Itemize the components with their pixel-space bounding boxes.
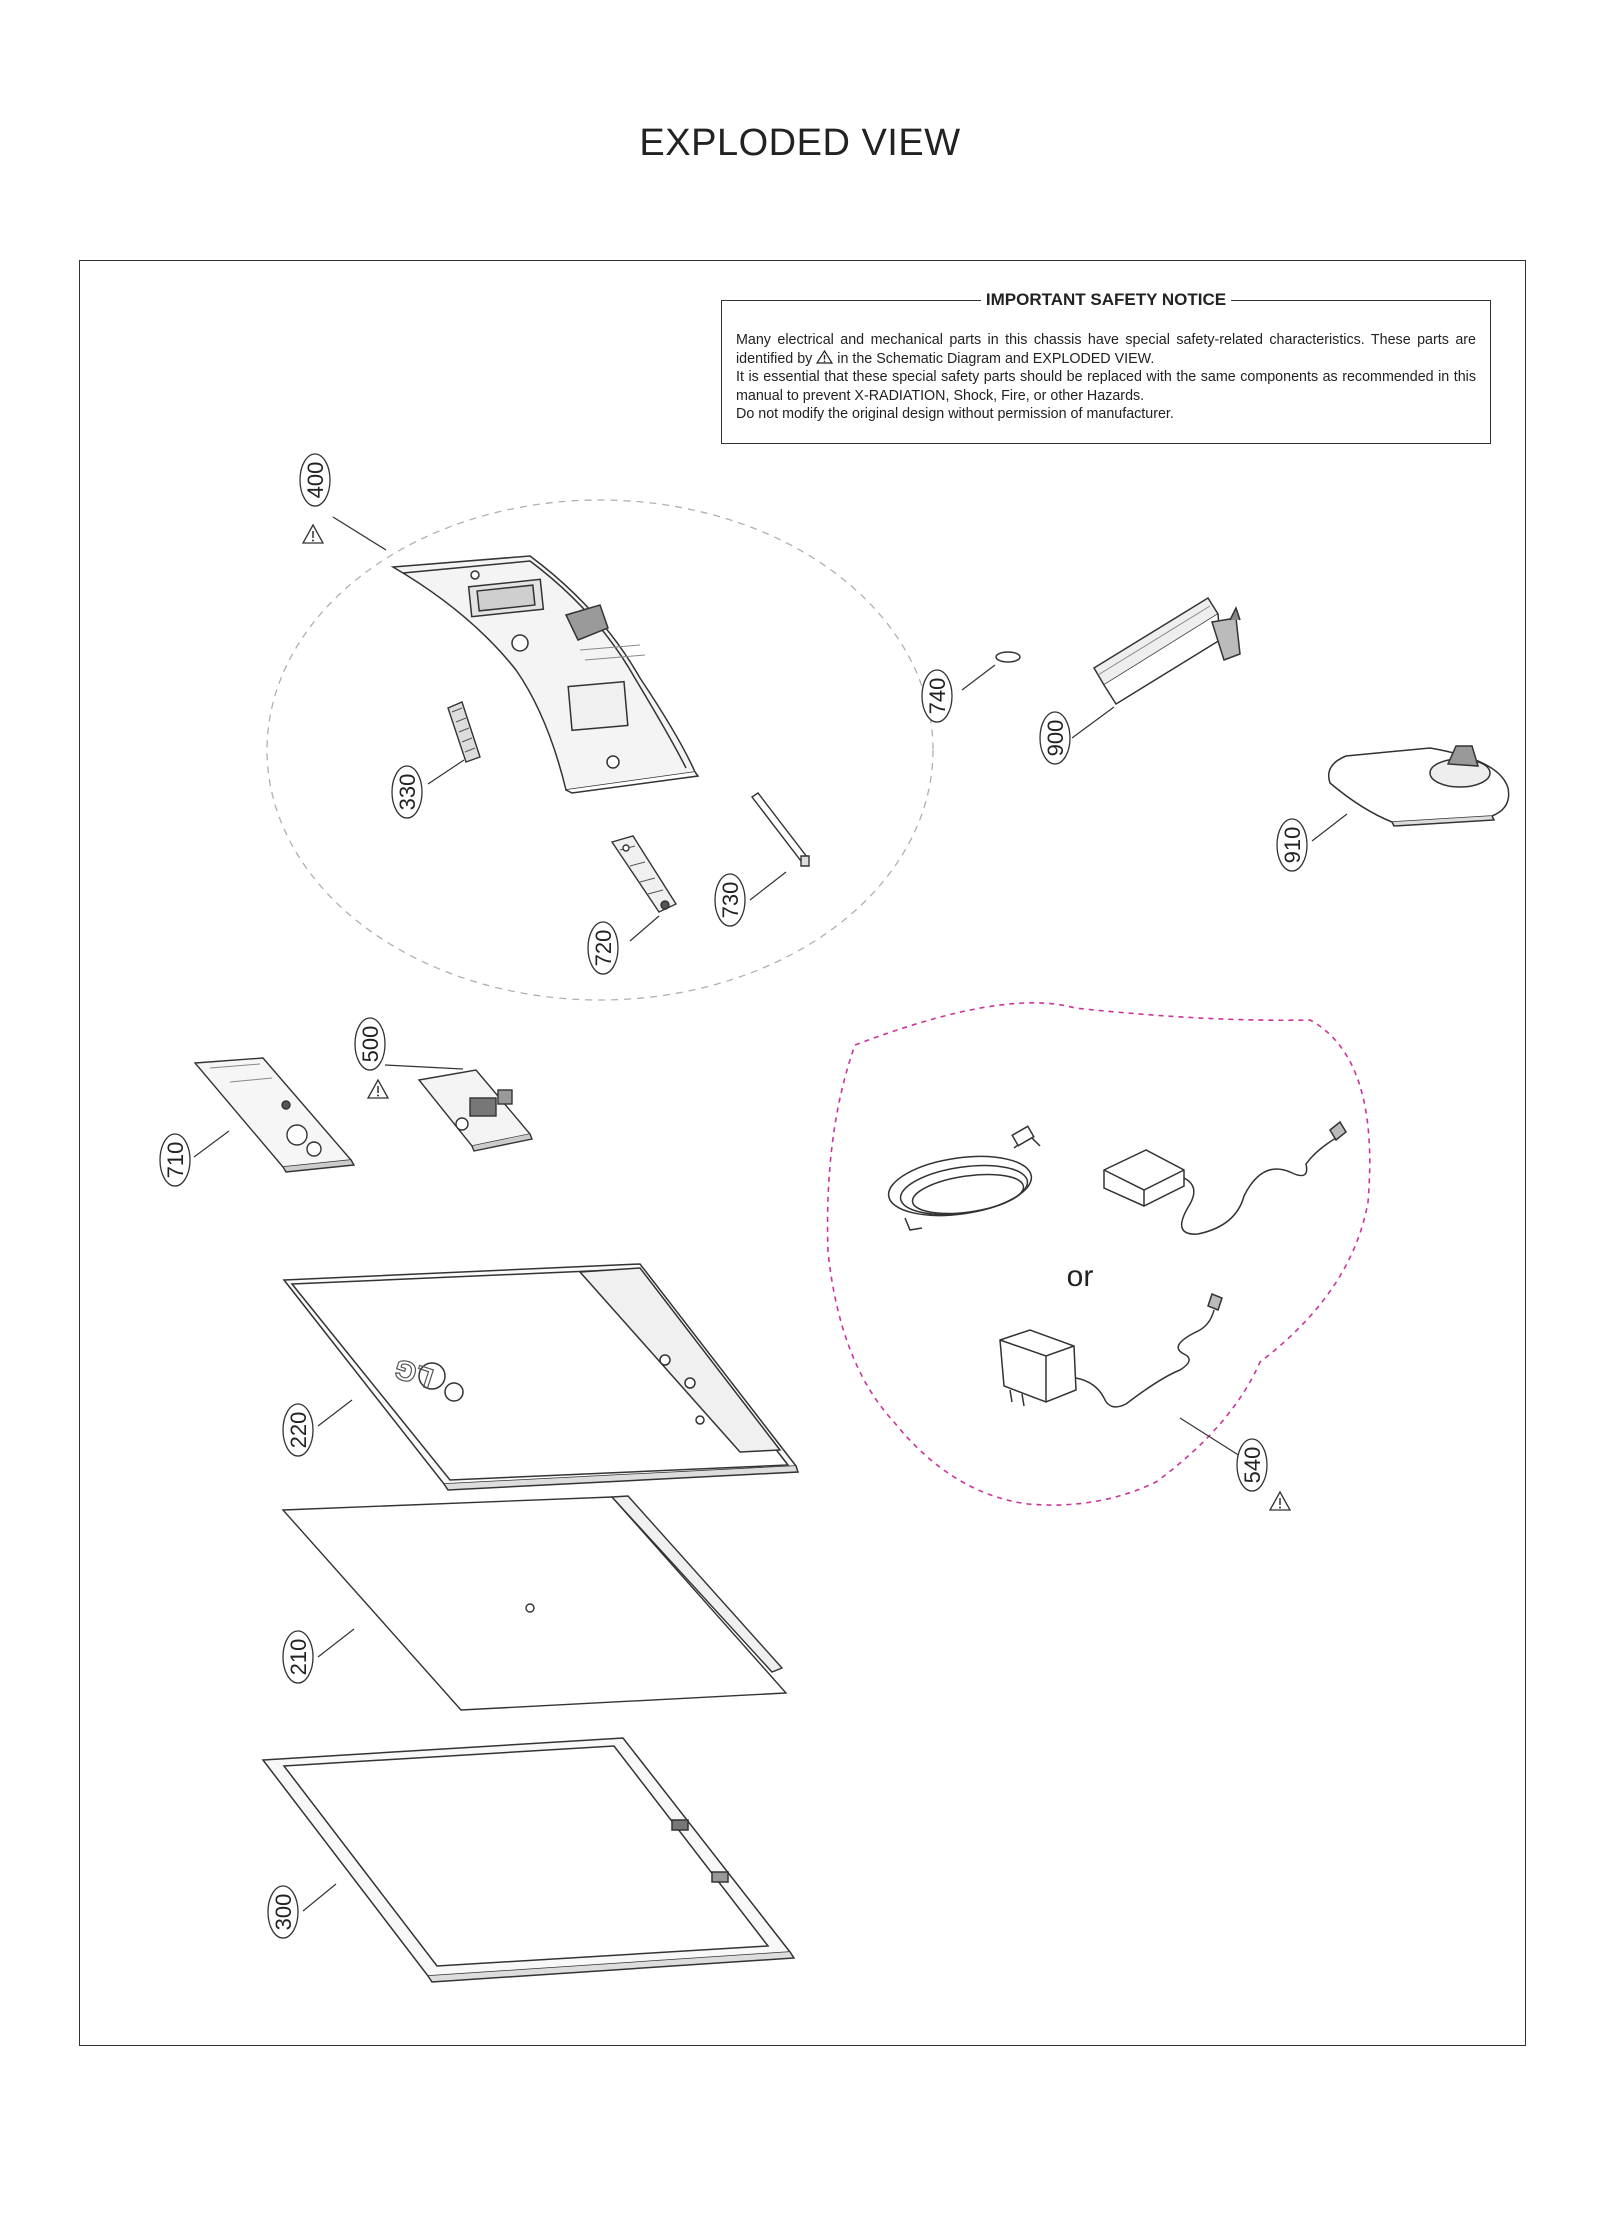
notice-line-3: Do not modify the original design without permission of manufacturer.	[736, 406, 1174, 423]
stand-neck-900	[1094, 598, 1240, 704]
svg-text:910: 910	[1280, 826, 1305, 864]
bracket-710	[195, 1058, 354, 1172]
stand-base-910	[1329, 746, 1509, 826]
stand-plate-730	[752, 793, 809, 866]
svg-text:330: 330	[395, 773, 420, 811]
svg-text:500: 500	[358, 1025, 383, 1063]
warning-triangle-icon	[368, 1080, 388, 1098]
callout-330	[392, 766, 422, 818]
svg-text:900: 900	[1043, 719, 1068, 757]
stand-bracket-720	[612, 836, 676, 912]
callout-710	[160, 1134, 190, 1186]
callout-220	[283, 1404, 313, 1456]
callout-500	[355, 1018, 385, 1070]
callout-720	[588, 922, 618, 974]
callout-730	[715, 874, 745, 926]
panel-210	[283, 1496, 786, 1710]
callout-540	[1237, 1439, 1267, 1491]
svg-text:400: 400	[303, 461, 328, 499]
stand-bracket-330	[448, 702, 480, 762]
svg-text:720: 720	[591, 929, 616, 967]
callout-900	[1040, 712, 1070, 764]
lg-logo: LG	[390, 1352, 437, 1395]
svg-text:730: 730	[718, 881, 743, 919]
wall-adapter	[1000, 1294, 1222, 1407]
accessory-group-outline	[828, 1003, 1370, 1505]
notice-line-2: It is essential that these special safety parts should be replaced with the same components as recommended in this manual to prevent X-RADIATION, Shock, Fire, or other Hazards.	[736, 369, 1476, 404]
rear-cover-220	[284, 1264, 798, 1490]
page-title: EXPLODED VIEW	[639, 122, 961, 164]
callout-400	[300, 454, 330, 506]
safety-notice-heading: IMPORTANT SAFETY NOTICE	[981, 290, 1231, 309]
svg-text:740: 740	[925, 677, 950, 715]
notice-line-1b: in the Schematic Diagram and EXPLODED VIEW.	[837, 350, 1155, 367]
callout-910	[1277, 819, 1307, 871]
callout-210	[283, 1631, 313, 1683]
dc-adapter	[1104, 1122, 1346, 1234]
callout-740	[922, 670, 952, 722]
callout-300	[268, 1886, 298, 1938]
svg-text:710: 710	[163, 1141, 188, 1179]
svg-text:540: 540	[1240, 1446, 1265, 1484]
svg-text:300: 300	[271, 1893, 296, 1931]
warning-triangle-icon	[303, 525, 323, 543]
front-bezel-300	[263, 1738, 794, 1982]
svg-text:210: 210	[286, 1638, 311, 1676]
power-cord	[885, 1126, 1040, 1230]
warning-triangle-icon	[1270, 1492, 1290, 1510]
svg-text:220: 220	[286, 1411, 311, 1449]
or-label: or	[1066, 1260, 1094, 1293]
washer-740	[996, 652, 1020, 662]
notice-line-1: Many electrical and mechanical parts in this chassis have special safety-related characteristics. These parts are identified by	[736, 332, 1476, 367]
main-board-500	[419, 1070, 532, 1151]
stand-body-part	[393, 556, 698, 793]
